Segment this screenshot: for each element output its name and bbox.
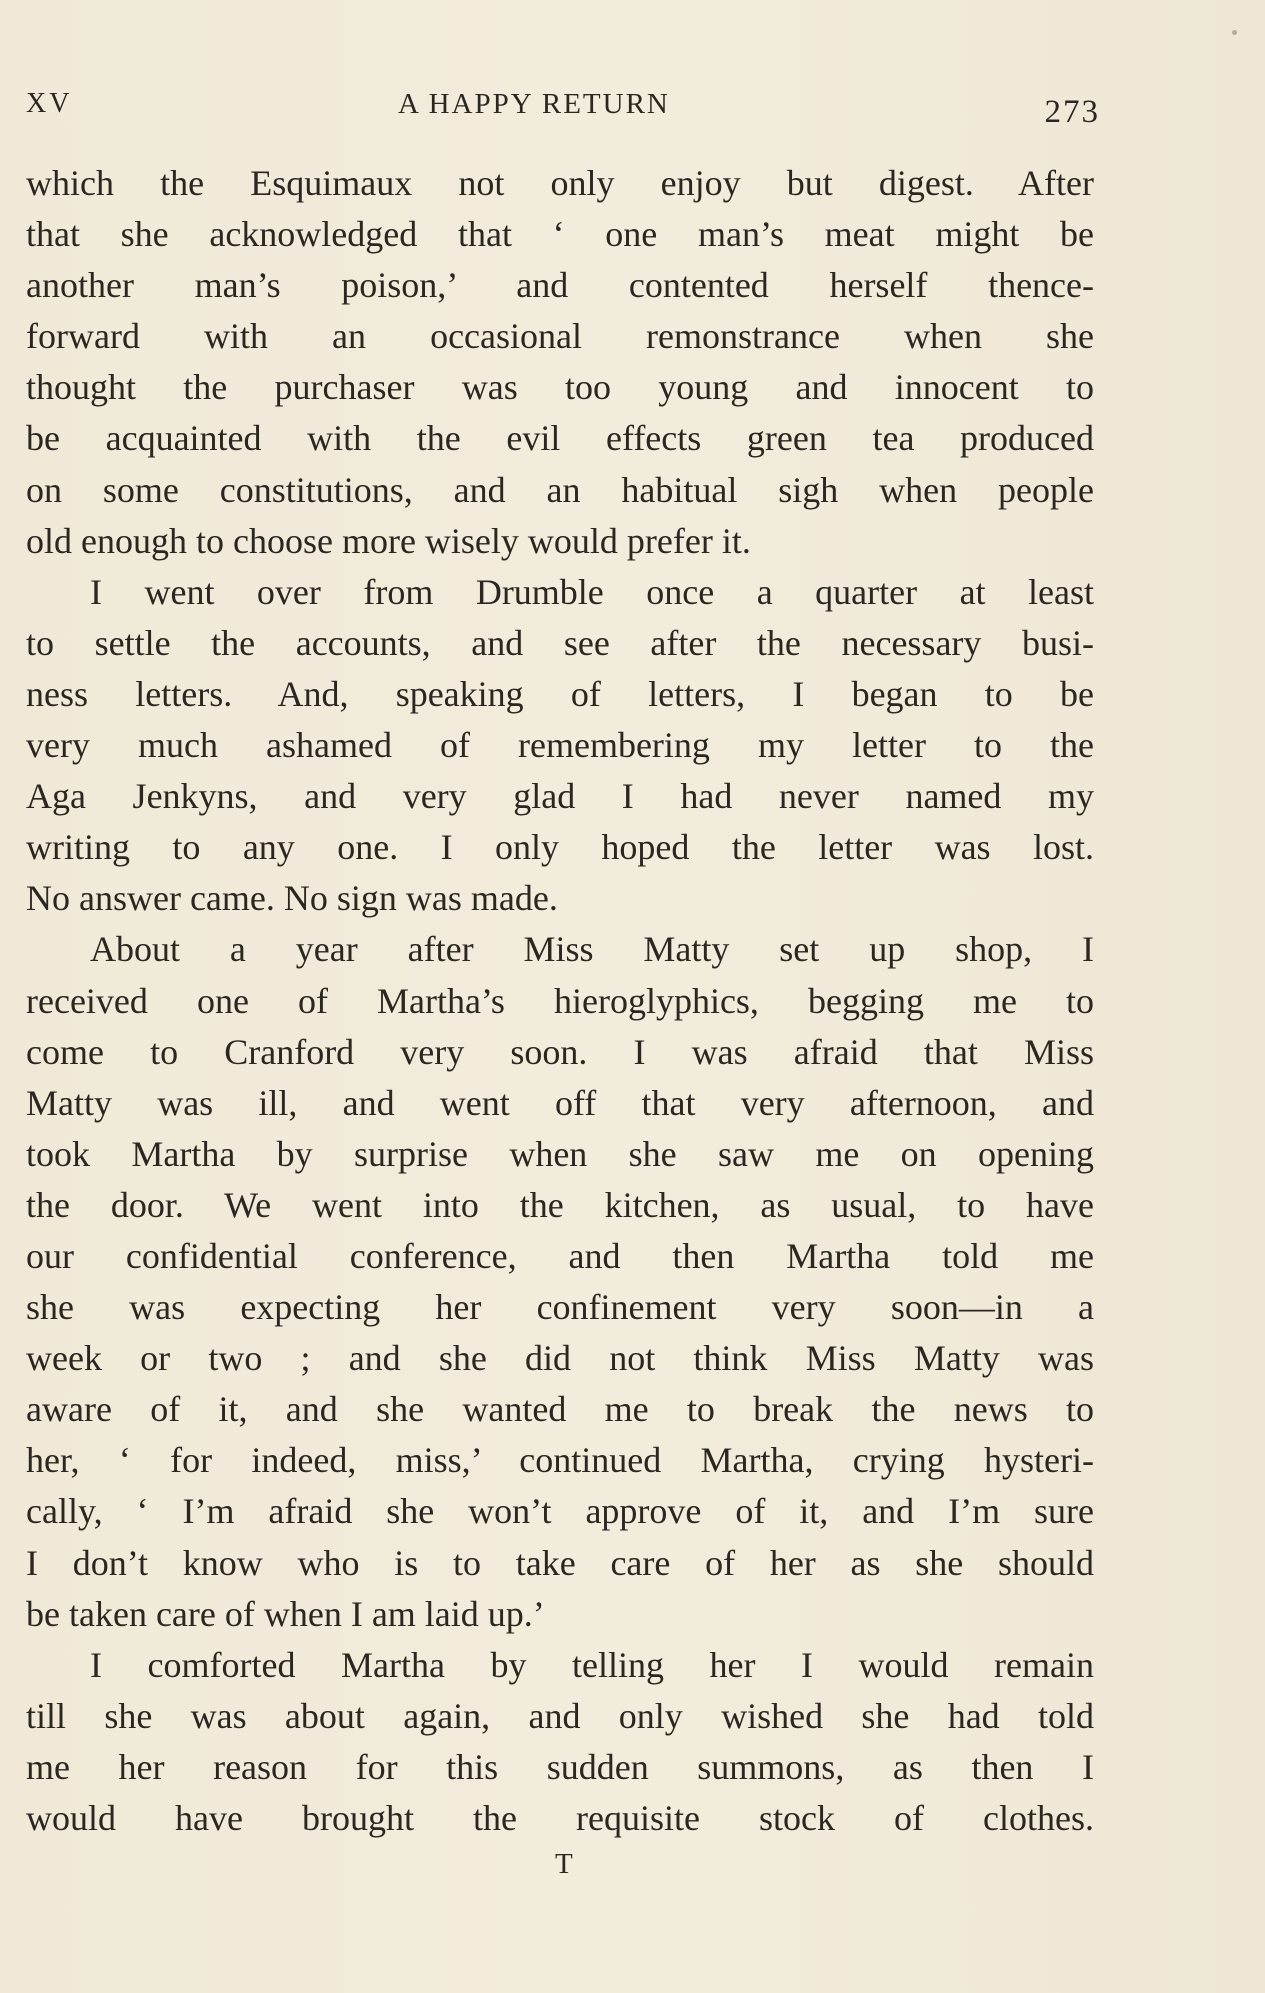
text-line: Matty was ill, and went off that very afternoon, and	[26, 1082, 1094, 1123]
running-title: A HAPPY RETURN	[398, 88, 670, 120]
text-line: on some constitutions, and an habitual sigh when people	[26, 469, 1094, 510]
text-line: forward with an occasional remonstrance when she	[26, 316, 1094, 357]
text-line: she was expecting her confinement very soon—in a	[26, 1287, 1094, 1328]
text-line: aware of it, and she wanted me to break the news to	[26, 1389, 1094, 1430]
text-line: to settle the accounts, and see after the necessary busi-	[26, 622, 1094, 663]
text-line: till she was about again, and only wished she had told	[26, 1695, 1094, 1736]
body-text	[26, 158, 1094, 1844]
text-line: received one of Martha’s hieroglyphics, begging me to	[26, 980, 1094, 1021]
text-line: her, ‘ for indeed, miss,’ continued Martha, crying hysteri-	[26, 1440, 1094, 1481]
text-line: I comforted Martha by telling her I would remain	[90, 1644, 1094, 1685]
text-line: ness letters. And, speaking of letters, I began to be	[26, 673, 1094, 714]
text-line: week or two ; and she did not think Miss Matty was	[26, 1338, 1094, 1379]
text-line: cally, ‘ I’m afraid she won’t approve of it, and I’m sure	[26, 1491, 1094, 1532]
text-line: another man’s poison,’ and contented herself thence-	[26, 265, 1094, 306]
text-line: be taken care of when I am laid up.’	[26, 1593, 545, 1634]
text-line: be acquainted with the evil effects green tea produced	[26, 418, 1094, 459]
text-line: I went over from Drumble once a quarter at least	[90, 571, 1094, 612]
text-line: our confidential conference, and then Martha told me	[26, 1235, 1094, 1276]
page-number: 273	[1044, 94, 1100, 130]
text-line: very much ashamed of remembering my letter to the	[26, 725, 1094, 766]
running-header	[26, 82, 1100, 132]
text-line: About a year after Miss Matty set up shop, I	[90, 929, 1094, 970]
printer-signature-mark: T	[555, 1848, 574, 1880]
text-line: I don’t know who is to take care of her as she should	[26, 1542, 1094, 1583]
chapter-number: XV	[26, 88, 73, 119]
text-line: took Martha by surprise when she saw me on opening	[26, 1133, 1094, 1174]
text-line: come to Cranford very soon. I was afraid that Miss	[26, 1031, 1094, 1072]
text-line: which the Esquimaux not only enjoy but digest. After	[26, 163, 1094, 203]
text-line: writing to any one. I only hoped the letter was lost.	[26, 827, 1094, 868]
text-line: thought the purchaser was too young and innocent to	[26, 367, 1094, 408]
text-line: would have brought the requisite stock of clothes.	[26, 1798, 1094, 1838]
text-line: Aga Jenkyns, and very glad I had never named my	[26, 776, 1094, 817]
text-line: that she acknowledged that ‘ one man’s meat might be	[26, 214, 1094, 255]
text-line: me her reason for this sudden summons, as then I	[26, 1746, 1094, 1787]
text-line: the door. We went into the kitchen, as usual, to have	[26, 1184, 1094, 1225]
text-line: old enough to choose more wisely would prefer it.	[26, 520, 751, 561]
text-line: No answer came. No sign was made.	[26, 878, 558, 919]
paper-speck	[1232, 30, 1237, 35]
